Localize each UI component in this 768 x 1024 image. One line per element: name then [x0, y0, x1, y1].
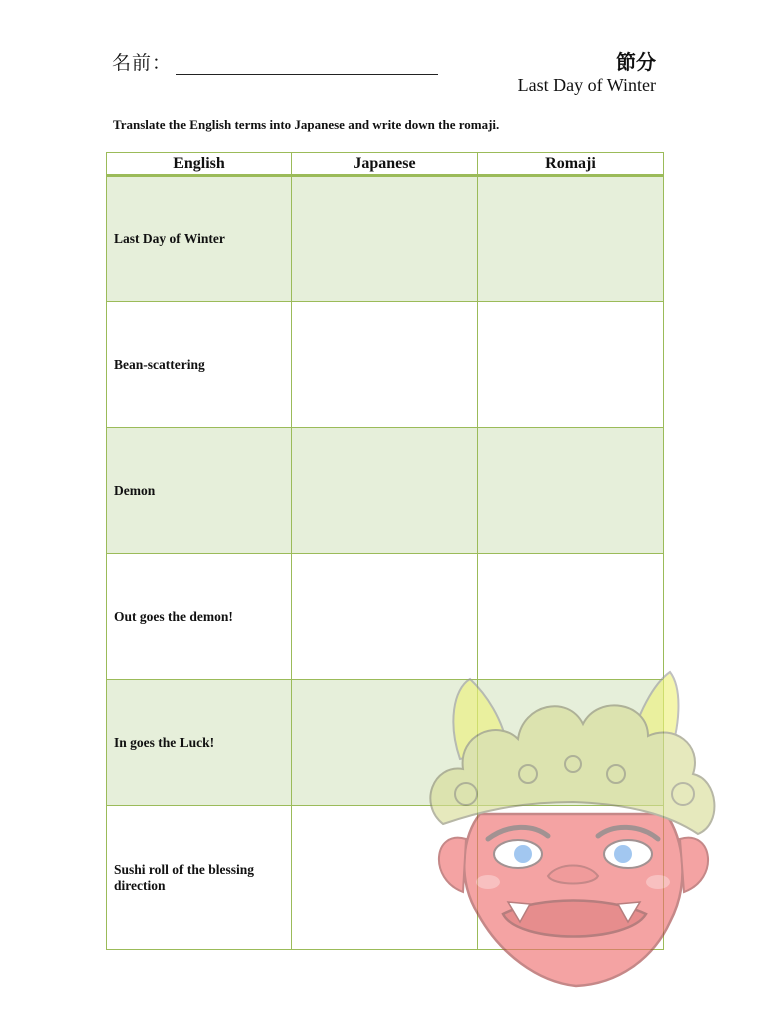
- table-row: [107, 554, 664, 680]
- table-row: [107, 176, 664, 302]
- name-field-line: [112, 48, 438, 75]
- name-label: 名前：: [112, 52, 173, 74]
- instructions-text: Translate the English terms into Japanese and write down the romaji.: [113, 117, 500, 132]
- japanese-answer-cell[interactable]: [292, 302, 478, 428]
- english-term-cell: Demon: [107, 428, 292, 554]
- column-header-english: English: [107, 153, 292, 176]
- romaji-answer-cell[interactable]: [478, 806, 664, 950]
- table-row: [107, 680, 664, 806]
- name-blank[interactable]: [176, 56, 438, 75]
- english-term-cell: Last Day of Winter: [107, 176, 292, 302]
- romaji-answer-cell[interactable]: [478, 554, 664, 680]
- vocabulary-table: [106, 152, 664, 950]
- romaji-answer-cell[interactable]: [478, 302, 664, 428]
- title-japanese: 節分: [616, 50, 656, 74]
- romaji-answer-cell[interactable]: [478, 428, 664, 554]
- japanese-answer-cell[interactable]: [292, 554, 478, 680]
- japanese-answer-cell[interactable]: [292, 806, 478, 950]
- english-term-cell: In goes the Luck!: [107, 680, 292, 806]
- table-row: [107, 428, 664, 554]
- japanese-answer-cell[interactable]: [292, 428, 478, 554]
- column-header-romaji: Romaji: [478, 153, 664, 176]
- table-row: [107, 302, 664, 428]
- japanese-answer-cell[interactable]: [292, 680, 478, 806]
- table-row: [107, 806, 664, 950]
- english-term-cell: Sushi roll of the blessing direction: [107, 806, 292, 950]
- column-header-japanese: Japanese: [292, 153, 478, 176]
- romaji-answer-cell[interactable]: [478, 680, 664, 806]
- title-english: Last Day of Winter: [517, 75, 656, 95]
- japanese-answer-cell[interactable]: [292, 176, 478, 302]
- table-header-row: [107, 153, 664, 176]
- romaji-answer-cell[interactable]: [478, 176, 664, 302]
- english-term-cell: Bean-scattering: [107, 302, 292, 428]
- english-term-cell: Out goes the demon!: [107, 554, 292, 680]
